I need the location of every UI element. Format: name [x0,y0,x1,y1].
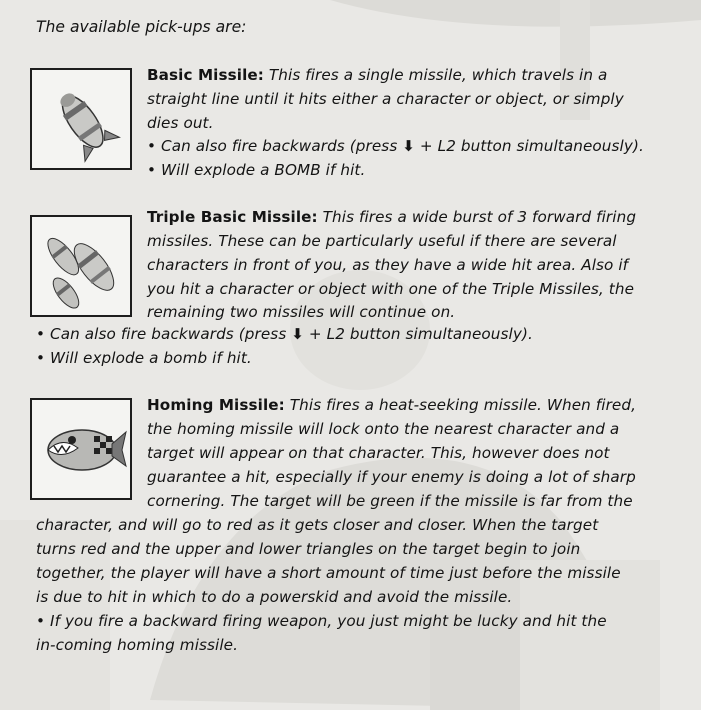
intro-text: The available pick-ups are: [36,18,247,36]
homing-missile-line-3: target will appear on that character. This, however does not [147,444,610,462]
basic-missile-bullet-2: • Will explode a BOMB if hit. [147,161,366,179]
homing-missile-line-8: together, the player will have a short amount of time just before the missile [36,564,621,582]
triple-missile-bullet-1: • Can also fire backwards (press ⬇ + L2 button simultaneously). [36,325,533,343]
homing-missile-icon [32,400,130,498]
homing-missile-bullet-2: in-coming homing missile. [36,636,239,654]
homing-missile-line-7: turns red and the upper and lower triangles on the target begin to join [36,540,581,558]
triple-missile-icon [32,217,130,315]
homing-missile-line-2: the homing missile will lock onto the nearest character and a [147,420,620,438]
basic-missile-line-2: straight line until it hits either a character or object, or simply [147,90,624,108]
basic-missile-title: Basic Missile: [147,66,264,84]
basic-missile-icon-box [30,68,132,170]
homing-missile-line-1: Homing Missile: This fires a heat-seeking missile. When fired, [147,396,637,414]
homing-missile-icon-box [30,398,132,500]
triple-missile-line-3: characters in front of you, as they have a wide hit area. Also if [147,256,629,274]
basic-missile-line-3: dies out. [147,114,214,132]
triple-missile-bullet-2: • Will explode a bomb if hit. [36,349,252,367]
triple-missile-icon-box [30,215,132,317]
triple-missile-title: Triple Basic Missile: [147,208,318,226]
homing-missile-line-5: cornering. The target will be green if the missile is far from the [147,492,633,510]
homing-missile-title: Homing Missile: [147,396,285,414]
down-arrow-icon: ⬇ [291,325,304,343]
triple-missile-line-1: Triple Basic Missile: This fires a wide burst of 3 forward firing [147,208,637,226]
homing-missile-line-9: is due to hit in which to do a powerskid and avoid the missile. [36,588,513,606]
homing-missile-bullet-1: • If you fire a backward firing weapon, you just might be lucky and hit the [36,612,607,630]
basic-missile-line-1: Basic Missile: This fires a single missile, which travels in a [147,66,608,84]
triple-missile-line-5: remaining two missiles will continue on. [147,303,456,321]
homing-missile-line-6: character, and will go to red as it gets closer and closer. When the target [36,516,599,534]
basic-missile-icon [32,70,130,168]
homing-missile-line-4: guarantee a hit, especially if your enemy is doing a lot of sharp [147,468,636,486]
down-arrow-icon: ⬇ [402,137,415,155]
triple-missile-line-2: missiles. These can be particularly useful if there are several [147,232,617,250]
basic-missile-bullet-1: • Can also fire backwards (press ⬇ + L2 button simultaneously). [147,137,644,155]
triple-missile-line-4: you hit a character or object with one of the Triple Missiles, the [147,280,635,298]
